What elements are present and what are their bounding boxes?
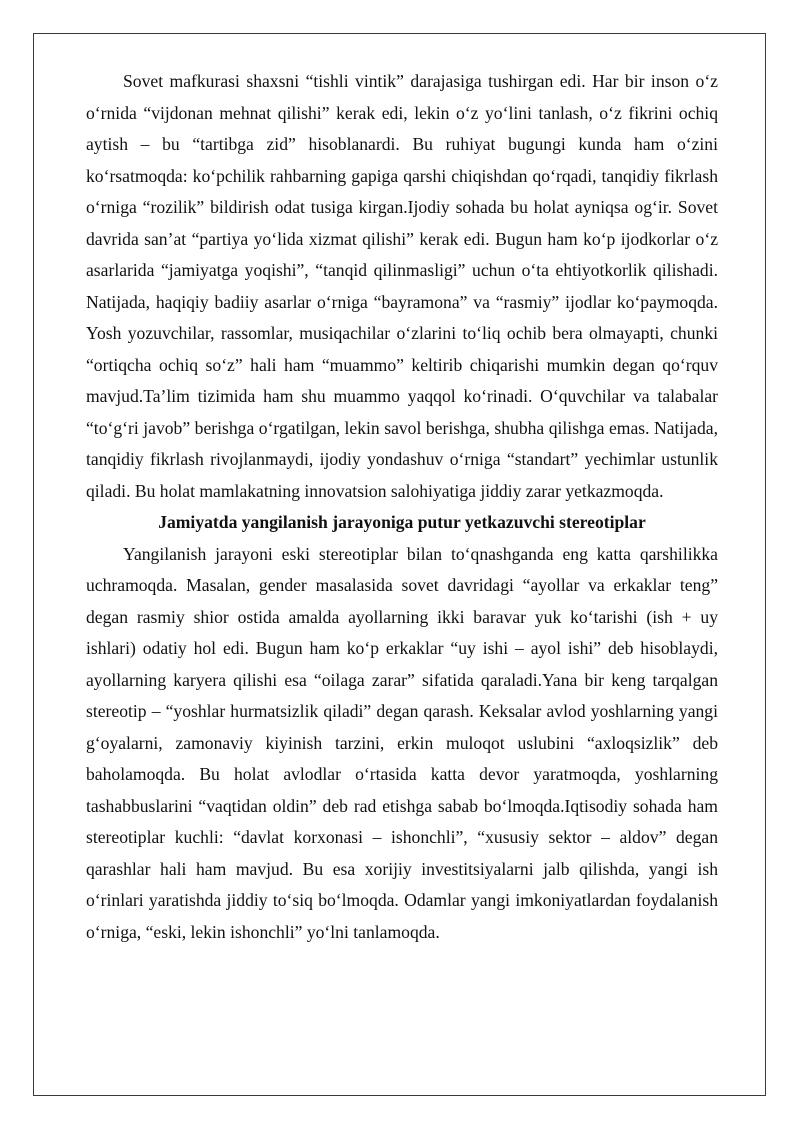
document-body xyxy=(86,66,718,948)
paragraph-2: Yangilanish jarayoni eski stereotiplar bilan to‘qnashganda eng katta qarshilikka uchramoqda. Masalan, gender masalasida sovet davridagi “ayollar va erkaklar teng” degan rasmiy shior ostida amalda ayollarning ikki baravar yuk ko‘tarishi (ish + uy ishlari) odatiy hol edi. Bugun ham ko‘p erkaklar “uy ishi – ayol ishi” deb hisoblaydi, ayollarning karyera qilishi esa “oilaga zarar” sifatida qaraladi.Yana bir keng tarqalgan stereotip – “yoshlar hurmatsizlik qiladi” degan qarash. Keksalar avlod yoshlarning yangi g‘oyalarni, zamonaviy kiyinish tarzini, erkin muloqot uslubini “axloqsizlik” deb baholamoqda. Bu holat avlodlar o‘rtasida katta devor yaratmoqda, yoshlarning tashabbuslarini “vaqtidan oldin” deb rad etishga sabab bo‘lmoqda.Iqtisodiy sohada ham stereotiplar kuchli: “davlat korxonasi – ishonchli”, “xususiy sektor – aldov” degan qarashlar hali ham mavjud. Bu esa xorijiy investitsiyalarni jalb qilishda, yangi ish o‘rinlari yaratishda jiddiy to‘siq bo‘lmoqda. Odamlar yangi imkoniyatlardan foydalanish o‘rniga, “eski, lekin ishonchli” yo‘lni tanlamoqda. xyxy=(86,543,718,942)
paragraph-1: Sovet mafkurasi shaxsni “tishli vintik” darajasiga tushirgan edi. Har bir inson o‘z o‘rnida “vijdonan mehnat qilishi” kerak edi, lekin o‘z yo‘lini tanlash, o‘z fikrini ochiq aytish – bu “tartibga zid” hisoblanardi. Bu ruhiyat bugungi kunda ham o‘zini ko‘rsatmoqda: ko‘pchilik rahbarning gapiga qarshi chiqishdan qo‘rqadi, tanqidiy fikrlash o‘rniga “rozilik” bildirish odat tusiga kirgan.Ijodiy sohada bu holat ayniqsa og‘ir. Sovet davrida san’at “partiya yo‘lida xizmat qilishi” kerak edi. Bugun ham ko‘p ijodkorlar o‘z asarlarida “jamiyatga yoqishi”, “tanqid qilinmasligi” uchun o‘ta ehtiyotkorlik qilishadi. Natijada, haqiqiy badiiy asarlar o‘rniga “bayramona” va “rasmiy” ijodlar ko‘paymoqda. Yosh yozuvchilar, rassomlar, musiqachilar o‘zlarini to‘liq ochib bera olmayapti, chunki “ortiqcha ochiq so‘z” hali ham “muammo” keltirib chiqarishi mumkin degan qo‘rquv mavjud.Ta’lim tizimida ham shu muammo yaqqol ko‘rinadi. O‘quvchilar va talabalar “to‘g‘ri javob” berishga o‘rgatilgan, lekin savol berishga, shubha qilishga emas. Natijada, tanqidiy fikrlash rivojlanmaydi, ijodiy yondashuv o‘rniga “standart” yechimlar ustunlik qiladi. Bu holat mamlakatning innovatsion salohiyatiga jiddiy zarar yetkazmoqda. xyxy=(86,71,718,501)
section-heading: Jamiyatda yangilanish jarayoniga putur yetkazuvchi stereotiplar xyxy=(158,512,646,532)
